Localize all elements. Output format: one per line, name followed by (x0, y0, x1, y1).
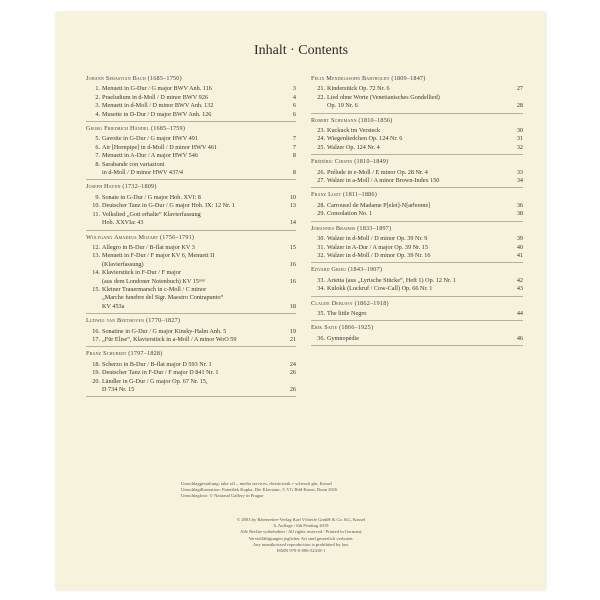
entry-page-number: 26 (289, 369, 296, 377)
entry-number: 26. (317, 168, 325, 176)
entry-page-number: 13 (289, 202, 296, 210)
entry-number: 25. (317, 143, 325, 151)
entry-title: Allegro in B-Dur / B-flat major KV 3 (102, 243, 195, 251)
copyright-line: Any unauthorized reproduction is prohibited by law. (252, 541, 350, 547)
entry-page-number: 42 (516, 276, 523, 284)
entry-number: 34. (317, 285, 325, 293)
entry-number: 20. (92, 377, 100, 385)
entry-number: 3. (95, 102, 100, 110)
entry-number: 5. (95, 135, 100, 143)
entry-page-number: 41 (516, 251, 523, 259)
entry-number: 8. (95, 160, 100, 168)
entry-title: Sarabande con variazioni (102, 160, 165, 168)
entry-number: 1. (95, 85, 100, 93)
entry-number: 23. (317, 127, 325, 135)
entry-title: Op. 19 Nr. 6 (327, 102, 358, 110)
entry-number: 14. (92, 269, 100, 277)
toc-entry (311, 235, 523, 243)
entry-page-number: 31 (516, 135, 523, 143)
credit-line: Umschlaggestaltung: take off – media services, christowzik + scheuch gbr, Kassel (181, 481, 332, 486)
toc-entry (311, 244, 523, 252)
entry-number: 29. (317, 210, 325, 218)
toc-left-column (86, 75, 296, 400)
composer-section (86, 317, 296, 347)
entry-page-number: 3 (292, 85, 296, 93)
entry-title: Walzer in d-Moll / D minor Op. 39 Nr. 9 (327, 235, 428, 243)
composer-heading: Franz Liszt (1811–1886) (311, 191, 377, 199)
entry-title: Prélude in e-Moll / E minor Op. 28 Nr. 4 (327, 168, 428, 176)
composer-section (311, 225, 523, 264)
entry-title: Kleiner Trauermarsch in c-Moll / C minor (102, 285, 207, 293)
entry-title: Menuett in G-Dur / G major BWV Anh. 116 (102, 85, 212, 93)
entry-title: Scherzo in B-Dur / B-flat major D 593 Nr. 1 (102, 360, 212, 368)
entry-number: 31. (317, 243, 325, 251)
entry-title: Menuett in A-Dur / A major HWV 546 (102, 152, 198, 160)
entry-title: Kinderstück Op. 72 Nr. 6 (327, 85, 390, 93)
entry-title: The little Negro (327, 309, 367, 317)
toc-entry (311, 177, 523, 185)
composer-heading: Frédéric Chopin (1810–1849) (311, 158, 389, 166)
composer-heading: Edvard Grieg (1843–1907) (311, 266, 383, 274)
entry-page-number: 39 (516, 235, 523, 243)
entry-title: Hob. XXVIa: 43 (102, 219, 144, 227)
entry-number: 35. (317, 309, 325, 317)
toc-entry (86, 194, 296, 202)
entry-page-number: 8 (292, 152, 296, 160)
composer-heading: Franz Schubert (1797–1828) (86, 350, 163, 358)
entry-page-number: 40 (516, 243, 523, 251)
toc-entry (311, 277, 523, 285)
toc-entry (311, 335, 523, 343)
entry-title: Sonate in G-Dur / G major Hob. XVI: 8 (102, 193, 201, 201)
entry-title: „Für Elise“, Klavierstück in a-Moll / A minor WoO 59 (102, 335, 237, 343)
entry-number: 22. (317, 93, 325, 101)
entry-number: 16. (92, 327, 100, 335)
entry-title: Deutscher Tanz in F-Dur / F major D 841 Nr. 1 (102, 369, 219, 377)
toc-entry (311, 94, 523, 111)
toc-entry (311, 310, 523, 318)
entry-page-number: 8 (292, 169, 296, 177)
entry-number: 17. (92, 335, 100, 343)
entry-page-number: 38 (516, 210, 523, 218)
toc-entry (311, 135, 523, 143)
toc-entry (86, 252, 296, 269)
toc-entry (86, 94, 296, 102)
copyright-line: ISMN 979-0-006-52418-1 (276, 548, 326, 554)
entry-title: Klavierstück in F-Dur / F major (102, 269, 181, 277)
composer-heading: Ludwig van Beethoven (1770–1827) (86, 317, 181, 325)
toc-entry (311, 144, 523, 152)
composer-section (311, 324, 523, 346)
entry-page-number: 4 (292, 93, 296, 101)
toc-entry (86, 369, 296, 377)
composer-section (311, 158, 523, 188)
composer-heading: Claude Debussy (1862–1918) (311, 299, 389, 307)
toc-entry (86, 144, 296, 152)
entry-title: KV 453a (102, 302, 125, 310)
entry-page-number: 26 (289, 386, 296, 393)
toc-entry (86, 202, 296, 210)
toc-entry (311, 202, 523, 210)
entry-page-number: 7 (292, 135, 296, 143)
cover-credits (181, 481, 421, 500)
composer-heading: Johannes Brahms (1833–1897) (311, 224, 392, 232)
entry-title: Walzer in d-Moll / D minor Op. 39 Nr. 16 (327, 251, 431, 259)
entry-number: 28. (317, 201, 325, 209)
composer-section (86, 183, 296, 230)
toc-entry (86, 244, 296, 252)
entry-title: (aus dem Londoner Notenbuch) KV 15ᵐᵐ (102, 277, 206, 285)
toc-entry (86, 211, 296, 228)
composer-heading: Erik Satie (1866–1925) (311, 324, 374, 332)
composer-heading: Robert Schumann (1810–1856) (311, 116, 393, 124)
entry-title: Gavotte in G-Dur / G major HWV 491 (102, 135, 198, 143)
toc-entry (86, 111, 296, 119)
entry-page-number: 43 (516, 285, 523, 293)
book-page (56, 12, 546, 590)
entry-title: Menuett in F-Dur / F major KV 6, Menuett II (102, 252, 215, 260)
toc-entry (311, 127, 523, 135)
composer-heading: Felix Mendelssohn Bartholdy (1809–1847) (311, 75, 426, 82)
entry-number: 9. (95, 193, 100, 201)
entry-title: (Klavierfassung) (102, 260, 144, 268)
composer-heading: Johann Sebastian Bach (1685–1750) (86, 75, 182, 82)
toc-entry (311, 285, 523, 293)
credit-line: Umschlagfoto: © National Gallery in Prague (181, 493, 264, 499)
entry-title: Deutscher Tanz in G-Dur / G major Hob. IX: 12 Nr. 1 (102, 202, 235, 210)
entry-page-number: 46 (516, 334, 523, 342)
entry-title: „Marche funebre del Sigr. Maestro Contrapunto“ (102, 294, 224, 302)
toc-entry (311, 169, 523, 177)
composer-section (86, 234, 296, 315)
entry-title: Walzer in a-Moll / A minor Brown-Index 150 (327, 177, 440, 185)
entry-number: 18. (92, 360, 100, 368)
entry-number: 30. (317, 235, 325, 243)
toc-entry (86, 85, 296, 93)
entry-page-number: 10 (289, 193, 296, 201)
entry-number: 7. (95, 152, 100, 160)
entry-title: Musette in D-Dur / D major BWV Anh. 126 (102, 110, 212, 118)
entry-page-number: 24 (289, 360, 296, 368)
entry-title: in d-Moll / D minor HWV 437/4 (102, 169, 184, 177)
entry-page-number: 6 (292, 102, 296, 110)
toc-entry (86, 161, 296, 178)
entry-page-number: 6 (292, 110, 296, 118)
entry-title: Walzer Op. 124 Nr. 4 (327, 143, 380, 151)
composer-section (86, 125, 296, 180)
composer-heading: Joseph Haydn (1732–1809) (86, 183, 157, 191)
entry-title: Volkslied „Gott erhalte“ Klavierfassung (102, 210, 201, 218)
entry-number: 24. (317, 135, 325, 143)
composer-heading: Georg Friedrich Händel (1685–1759) (86, 125, 186, 133)
toc-entry (86, 328, 296, 336)
entry-page-number: 32 (516, 143, 523, 151)
copyright-block (56, 517, 546, 554)
entry-number: 32. (317, 251, 325, 259)
entry-page-number: 14 (289, 219, 296, 227)
toc-entry (311, 210, 523, 218)
entry-number: 21. (317, 85, 325, 93)
entry-title: Gymnopédie (327, 334, 359, 342)
toc-entry (86, 286, 296, 311)
copyright-line: 6. Auflage / 6th Printing 2019 (273, 523, 329, 529)
entry-number: 27. (317, 177, 325, 185)
toc-entry (86, 336, 296, 344)
toc-entry (86, 269, 296, 286)
entry-title: D 734 Nr. 15 (102, 386, 135, 393)
entry-page-number: 30 (516, 127, 523, 135)
toc-entry (86, 102, 296, 110)
toc-entry (86, 152, 296, 160)
composer-section (311, 191, 523, 221)
entry-title: Kulokk (Lockruf / Cow-Call) Op. 66 Nr. 1 (327, 285, 433, 293)
composer-section (311, 75, 523, 114)
entry-page-number: 16 (289, 260, 296, 268)
composer-section (86, 350, 296, 397)
entry-title: Carrousel de Madame P[elet]-N[arbonne] (327, 201, 431, 209)
entry-title: Air [Hornpipe] in d-Moll / D minor HWV 461 (102, 143, 218, 151)
entry-page-number: 21 (289, 335, 296, 343)
entry-title: Praeludium in d-Moll / D minor BWV 926 (102, 93, 208, 101)
toc-entry (86, 361, 296, 369)
entry-number: 2. (95, 93, 100, 101)
entry-page-number: 16 (289, 277, 296, 285)
entry-page-number: 18 (289, 302, 296, 310)
entry-number: 36. (317, 334, 325, 342)
page-title: Inhalt · Contents (253, 43, 349, 58)
entry-title: Arietta (aus „Lyrische Stücke“, Heft 1) Op. 12 Nr. 1 (327, 276, 456, 284)
entry-page-number: 27 (516, 85, 523, 93)
toc-right-column (311, 75, 523, 349)
composer-section (86, 75, 296, 122)
entry-number: 11. (92, 210, 100, 218)
composer-section (311, 117, 523, 156)
entry-title: Wiegenliedchen Op. 124 Nr. 6 (327, 135, 403, 143)
composer-heading: Wolfgang Amadeus Mozart (1756–1791) (86, 233, 195, 241)
entry-title: Sonatine in G-Dur / G major Kinsky-Halm Anh. 5 (102, 327, 227, 335)
entry-number: 4. (95, 110, 100, 118)
copyright-line: Vervielfältigungen jeglicher Art sind gesetzlich verboten. (248, 535, 354, 541)
toc-entry (86, 378, 296, 395)
toc-entry (311, 252, 523, 260)
copyright-line: © 2003 by Bärenreiter-Verlag Karl Vötterle GmbH & Co. KG, Kassel (236, 517, 366, 522)
entry-number: 13. (92, 252, 100, 260)
entry-title: Kuckuck im Versteck (327, 127, 381, 135)
entry-page-number: 44 (516, 309, 523, 317)
composer-section (311, 266, 523, 296)
entry-title: Lied ohne Worte (Venetianisches Gondellied) (327, 93, 440, 101)
entry-title: Ländler in G-Dur / G major Op. 67 Nr. 15, (102, 377, 208, 385)
composer-section (311, 300, 523, 322)
entry-page-number: 19 (289, 327, 296, 335)
credit-line: Umschlagillustration: František Kupka, Die Klaviatur, © VG Bild-Kunst, Bonn 2016 (181, 487, 338, 493)
entry-title: Consolation No. 1 (327, 210, 373, 218)
entry-number: 12. (92, 243, 100, 251)
toc-entry (86, 135, 296, 143)
entry-page-number: 36 (516, 201, 523, 209)
entry-page-number: 34 (516, 177, 523, 185)
entry-title: Menuett in d-Moll / D minor BWV Anh. 132 (102, 102, 214, 110)
entry-title: Walzer in A-Dur / A major Op. 39 Nr. 15 (327, 243, 429, 251)
entry-number: 33. (317, 276, 325, 284)
entry-page-number: 15 (289, 243, 296, 251)
entry-page-number: 33 (516, 168, 523, 176)
entry-number: 10. (92, 202, 100, 210)
copyright-line: Alle Rechte vorbehalten / All rights reserved / Printed in Germany (240, 529, 362, 535)
toc-entry (311, 85, 523, 93)
entry-number: 6. (95, 143, 100, 151)
entry-page-number: 7 (292, 143, 296, 151)
entry-number: 19. (92, 369, 100, 377)
entry-page-number: 28 (516, 102, 523, 110)
entry-number: 15. (92, 285, 100, 293)
